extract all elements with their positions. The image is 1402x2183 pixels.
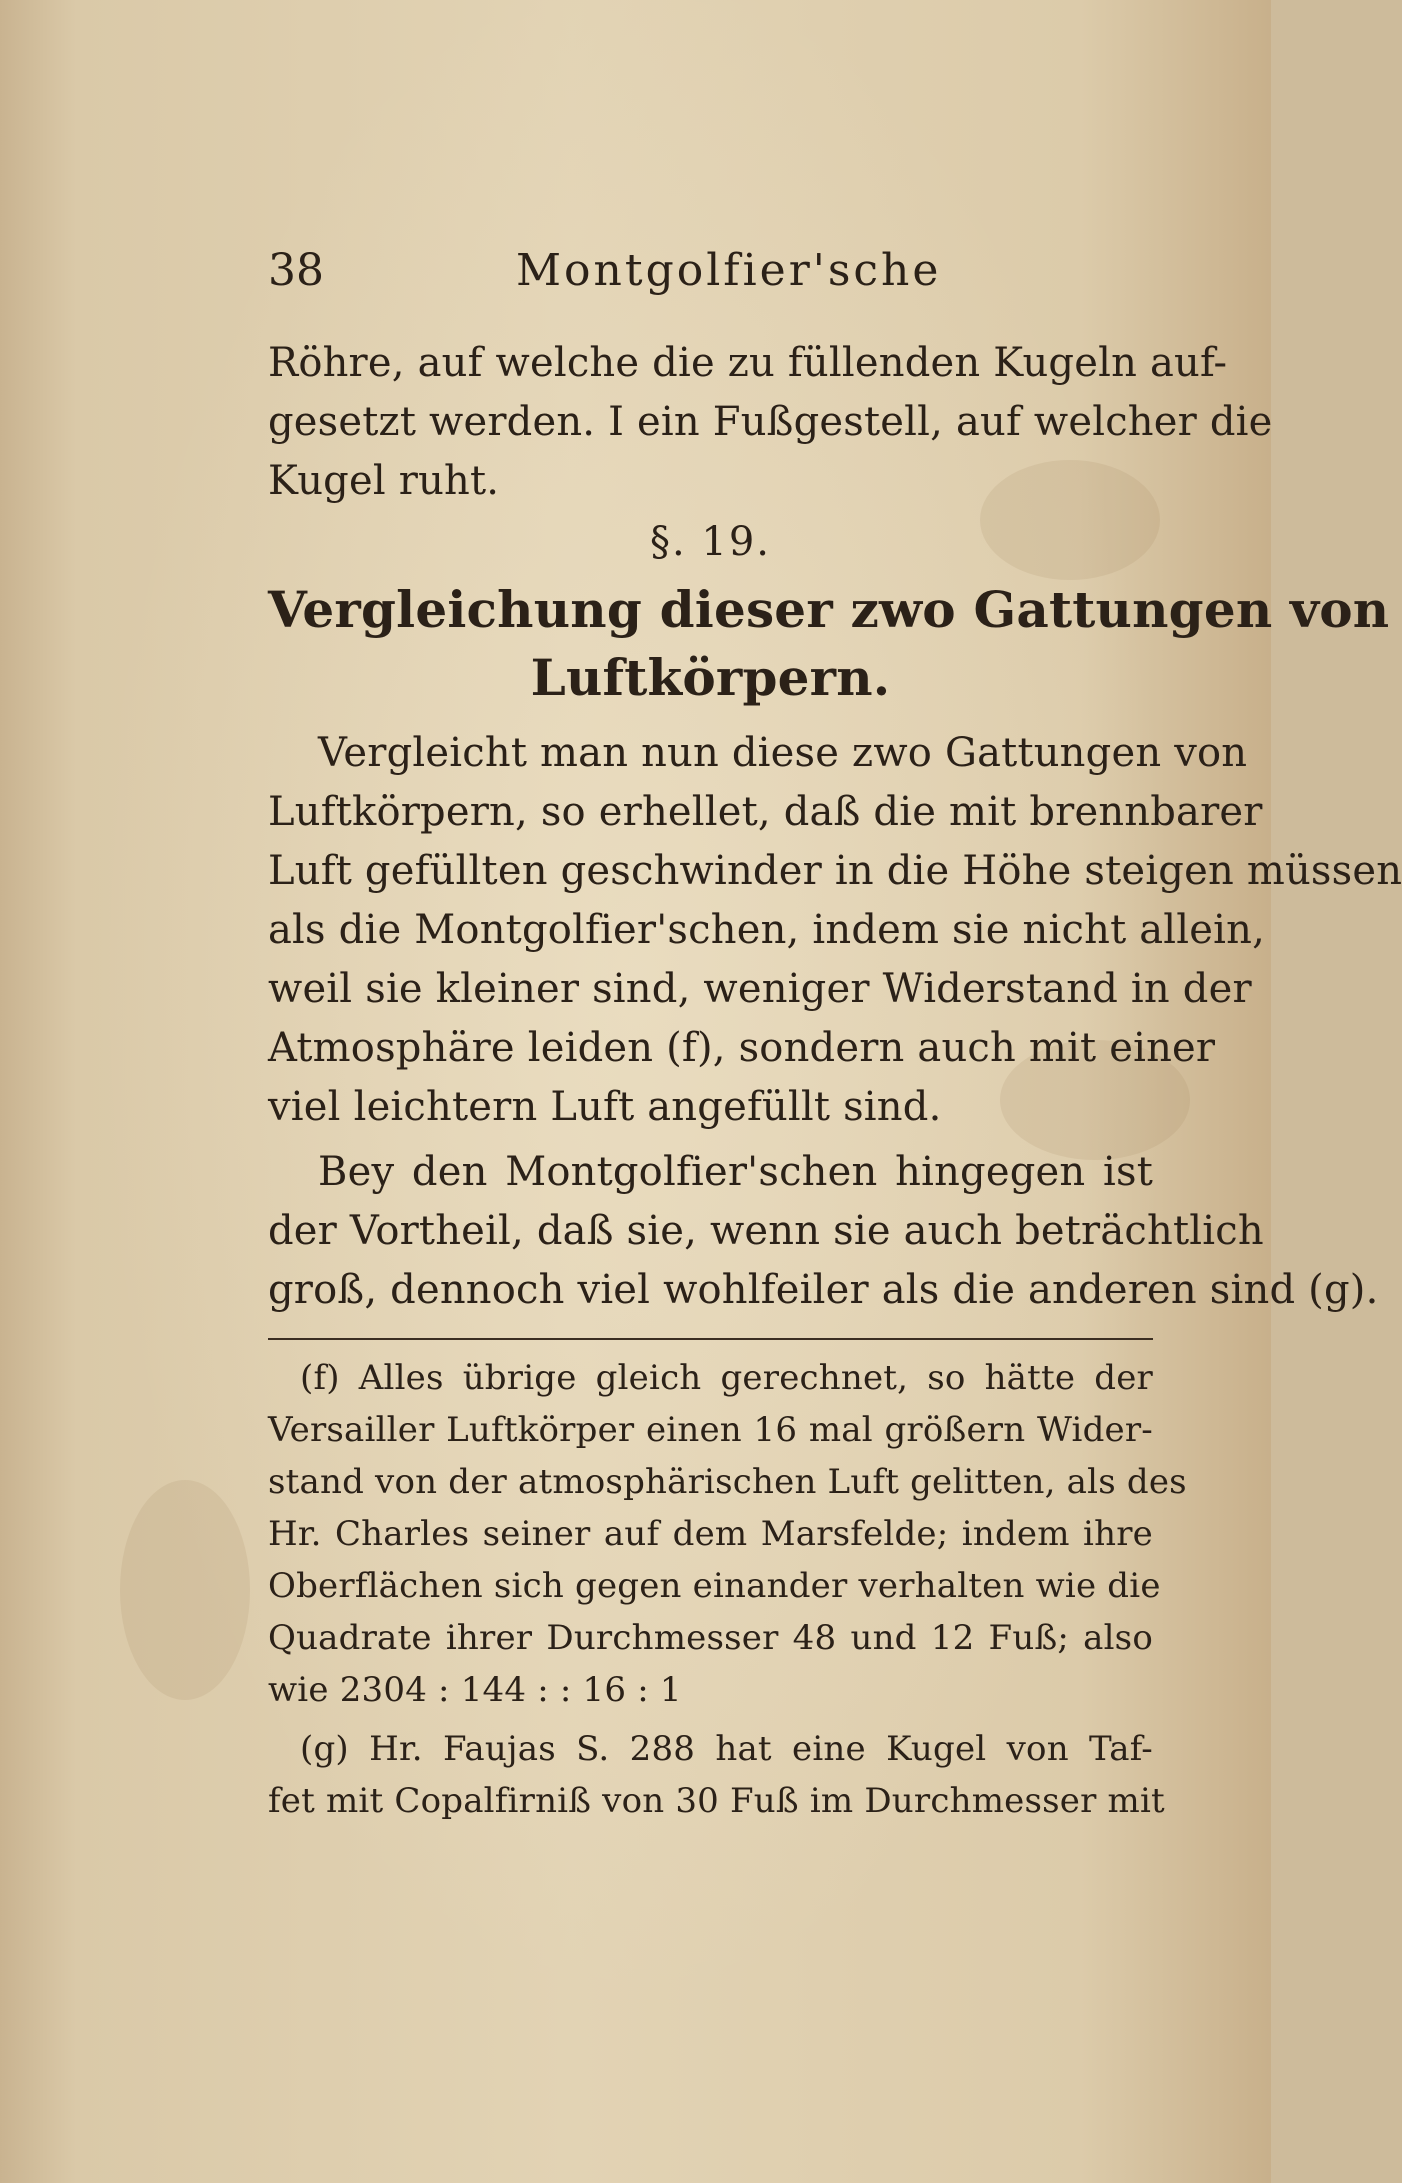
footnote-line: Quadrate ihrer Durchmesser 48 und 12 Fuß; also (268, 1618, 1153, 1658)
paragraph-line: Luft gefüllten geschwinder in die Höhe steigen müssen (268, 848, 1402, 894)
paragraph-line: weil sie kleiner sind, weniger Widerstand in der (268, 966, 1252, 1012)
paragraph-line: der Vortheil, daß sie, wenn sie auch beträchtlich (268, 1208, 1264, 1254)
footnote-rule (268, 1338, 1153, 1340)
footnote-line: wie 2304 : 144 : : 16 : 1 (268, 1670, 682, 1710)
section-number: §. 19. (649, 519, 772, 565)
section-heading: Vergleichung dieser zwo Gattungen von (268, 580, 1390, 639)
section-heading: Luftkörpern. (530, 648, 891, 707)
text-line: Röhre, auf welche die zu füllenden Kugeln auf- (268, 340, 1228, 386)
footnote-line: Versailler Luftkörper einen 16 mal größern Wider- (268, 1410, 1153, 1450)
paper-stain (120, 1480, 250, 1700)
paragraph-line: Luftkörpern, so erhellet, daß die mit brennbarer (268, 789, 1263, 835)
running-head: Montgolfier'sche (516, 245, 942, 296)
paragraph-line: als die Montgolfier'schen, indem sie nicht allein, (268, 907, 1266, 953)
text-line: gesetzt werden. I ein Fußgestell, auf welcher die (268, 399, 1273, 445)
footnote-line: Oberflächen sich gegen einander verhalten wie die (268, 1566, 1161, 1606)
text-line: Kugel ruht. (268, 458, 500, 504)
footnote-line: Hr. Charles seiner auf dem Marsfelde; indem ihre (268, 1514, 1153, 1554)
page-number: 38 (268, 245, 324, 296)
footnote-line: fet mit Copalfirniß von 30 Fuß im Durchmesser mit (268, 1781, 1165, 1821)
footnote-line: (f) Alles übrige gleich gerechnet, so hätte der (300, 1358, 1153, 1398)
paragraph-line: Bey den Montgolfier'schen hingegen ist (318, 1149, 1153, 1195)
page-header (268, 245, 1153, 297)
footnote-line: (g) Hr. Faujas S. 288 hat eine Kugel von Taf- (300, 1729, 1153, 1769)
paragraph-line: Vergleicht man nun diese zwo Gattungen von (318, 730, 1248, 776)
paragraph-line: groß, dennoch viel wohlfeiler als die anderen sind (g). (268, 1267, 1379, 1313)
footnote-line: stand von der atmosphärischen Luft gelitten, als des (268, 1462, 1187, 1502)
paragraph-line: viel leichtern Luft angefüllt sind. (268, 1084, 942, 1130)
paragraph-line: Atmosphäre leiden (f), sondern auch mit einer (268, 1025, 1216, 1071)
